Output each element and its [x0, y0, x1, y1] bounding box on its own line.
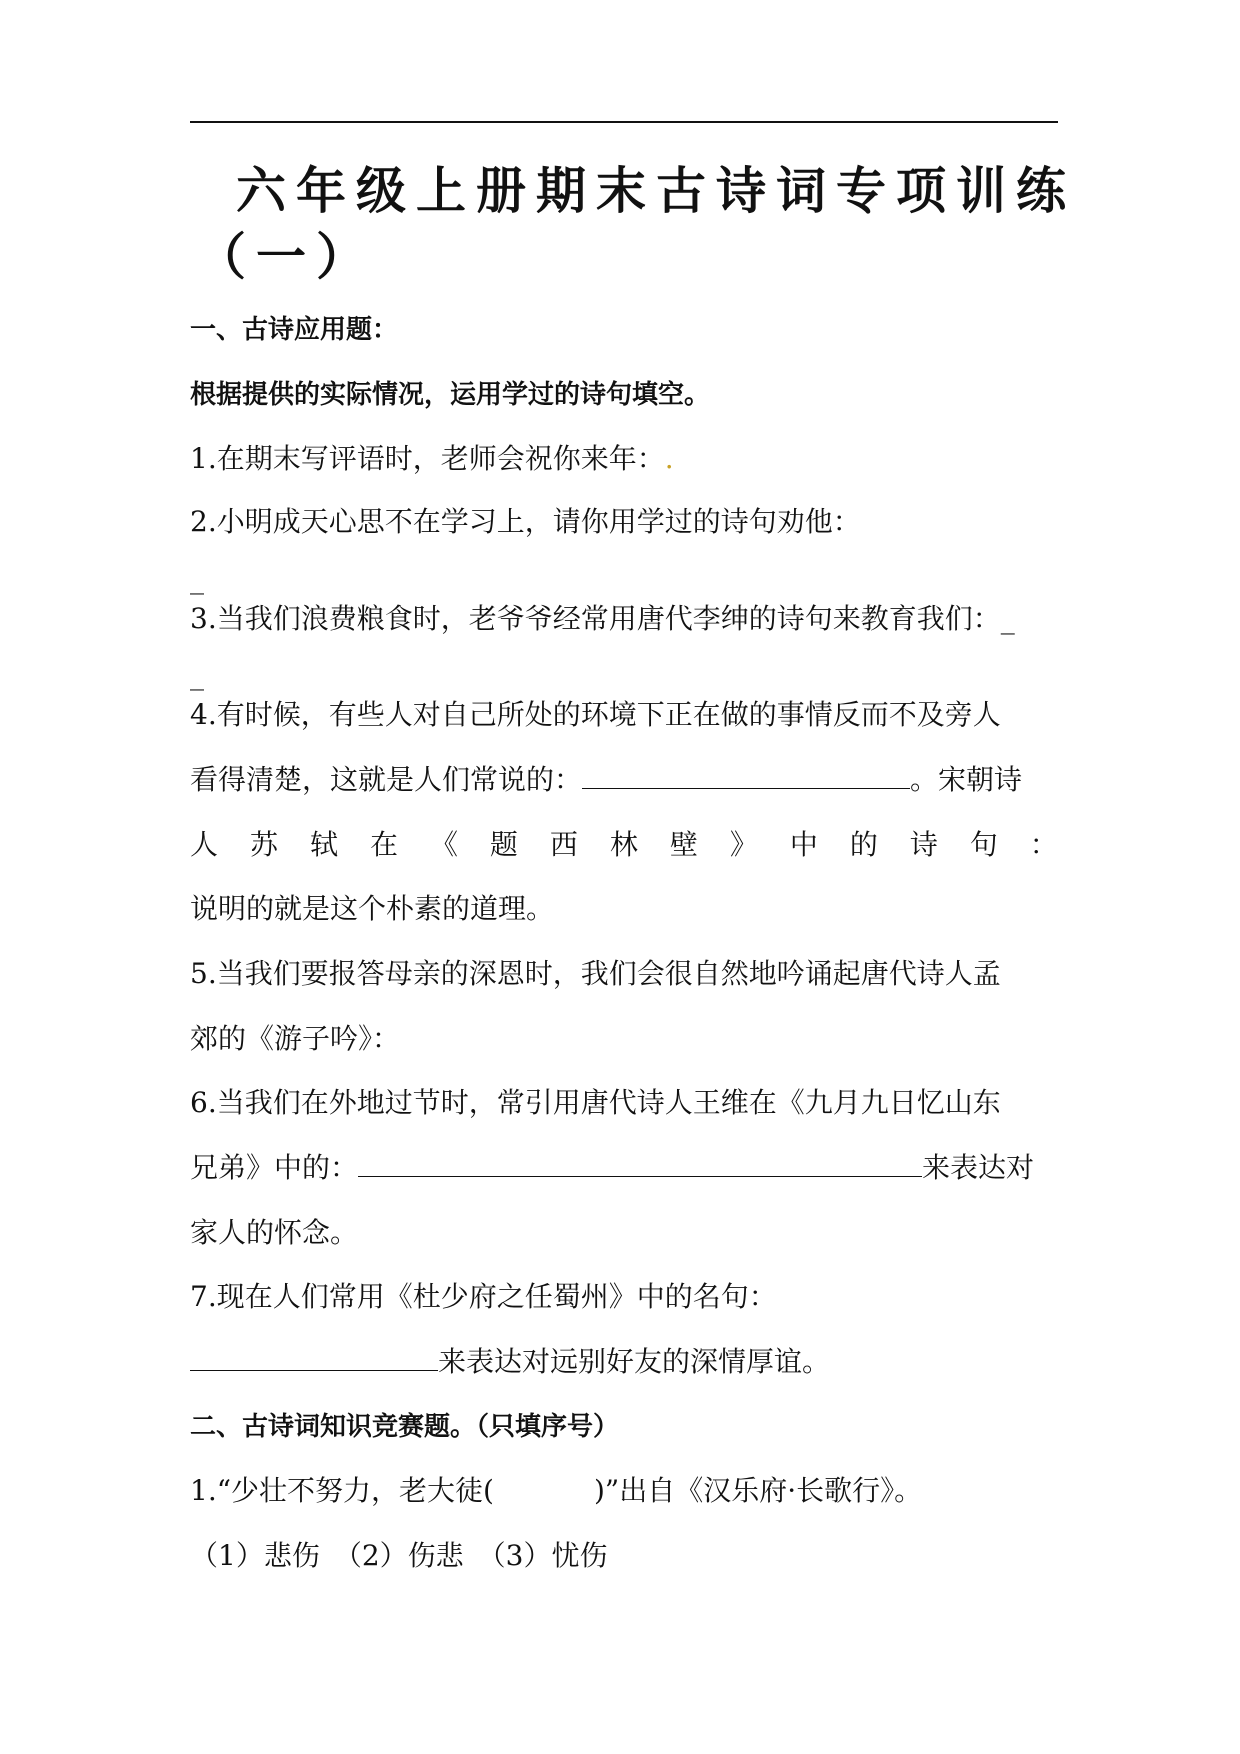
question-3	[190, 599, 1058, 639]
spaced-char: 人	[190, 828, 219, 861]
question-5-line-2: 郊的《游子吟》：	[190, 1022, 401, 1055]
question-2-blank: _	[190, 562, 204, 595]
question-3-text: 3.当我们浪费粮食时，老爷爷经常用唐代李绅的诗句来教育我们：	[190, 602, 1001, 635]
spaced-char: 在	[369, 828, 398, 861]
title-line-1: 六年级上册期末古诗词专项训练	[236, 162, 1076, 220]
question-3-blank: _	[1000, 602, 1015, 635]
question-4-text: 看得清楚，这就是人们常说的：	[190, 763, 583, 796]
header-rule	[190, 121, 1058, 123]
spaced-char: 诗	[909, 828, 938, 861]
question-6-line-2	[190, 1148, 1058, 1188]
question-6-text-end: 来表达对	[922, 1151, 1035, 1184]
section1-instruction: 根据提供的实际情况，运用学过的诗句填空。	[190, 380, 711, 410]
question-4-line-4: 说明的就是这个朴素的道理。	[190, 892, 555, 925]
question-6-line-1: 6.当我们在外地过节时，常引用唐代诗人王维在《九月九日忆山东	[190, 1086, 1001, 1119]
section2-question-1	[190, 1471, 1058, 1511]
spaced-char: 林	[609, 828, 638, 861]
title-line-2: （一）	[196, 228, 376, 286]
question-4-line-2	[190, 760, 1058, 800]
spaced-line	[190, 825, 1058, 865]
section2-question-1-options: （1）悲伤 （2）伤悲 （3）忧伤	[190, 1539, 608, 1572]
question-7-line-1: 7.现在人们常用《杜少府之任蜀州》中的名句：	[190, 1280, 777, 1313]
spaced-char: 《	[429, 828, 458, 861]
question-1	[190, 439, 1058, 479]
answer-blank	[190, 1342, 438, 1371]
spaced-char: 中	[789, 828, 818, 861]
question-4-line-1: 4.有时候，有些人对自己所处的环境下正在做的事情反而不及旁人	[190, 698, 1001, 731]
page-title	[190, 158, 1076, 290]
section2-heading: 二、古诗词知识竞赛题。（只填序号）	[190, 1412, 620, 1442]
question-5-line-1: 5.当我们要报答母亲的深恩时，我们会很自然地吟诵起唐代诗人孟	[190, 957, 1001, 990]
answer-blank	[358, 1148, 388, 1177]
spaced-char: 轼	[309, 828, 338, 861]
spaced-char: ：	[1029, 828, 1058, 861]
spaced-char: 壁	[669, 828, 698, 861]
question-6-line-3: 家人的怀念。	[190, 1216, 359, 1249]
section2-question-1-text-end: )”出自《汉乐府·长歌行》。	[593, 1474, 923, 1507]
question-3-blank-continued: _	[190, 658, 204, 691]
answer-mark: .	[664, 442, 674, 475]
question-7-line-2	[190, 1342, 1058, 1382]
spaced-char: 西	[549, 828, 578, 861]
section1-heading: 一、古诗应用题：	[190, 315, 399, 345]
answer-blank	[388, 1148, 922, 1177]
question-7-text: 来表达对远别好友的深情厚谊。	[438, 1345, 831, 1378]
answer-blank	[838, 760, 910, 789]
spaced-char: 》	[729, 828, 758, 861]
question-4-text-end: 。宋朝诗	[910, 763, 1023, 796]
spaced-char: 苏	[249, 828, 278, 861]
spaced-char: 句	[969, 828, 998, 861]
question-4-line-3	[190, 825, 1058, 865]
answer-blank	[582, 760, 838, 789]
question-2: 2.小明成天心思不在学习上，请你用学过的诗句劝他：	[190, 505, 861, 538]
spaced-char: 题	[489, 828, 518, 861]
spaced-char: 的	[849, 828, 878, 861]
section2-question-1-text: 1.“少壮不努力，老大徒(	[190, 1474, 494, 1507]
question-6-text: 兄弟》中的：	[190, 1151, 359, 1184]
question-1-text: 1.在期末写评语时，老师会祝你来年：	[190, 442, 665, 475]
